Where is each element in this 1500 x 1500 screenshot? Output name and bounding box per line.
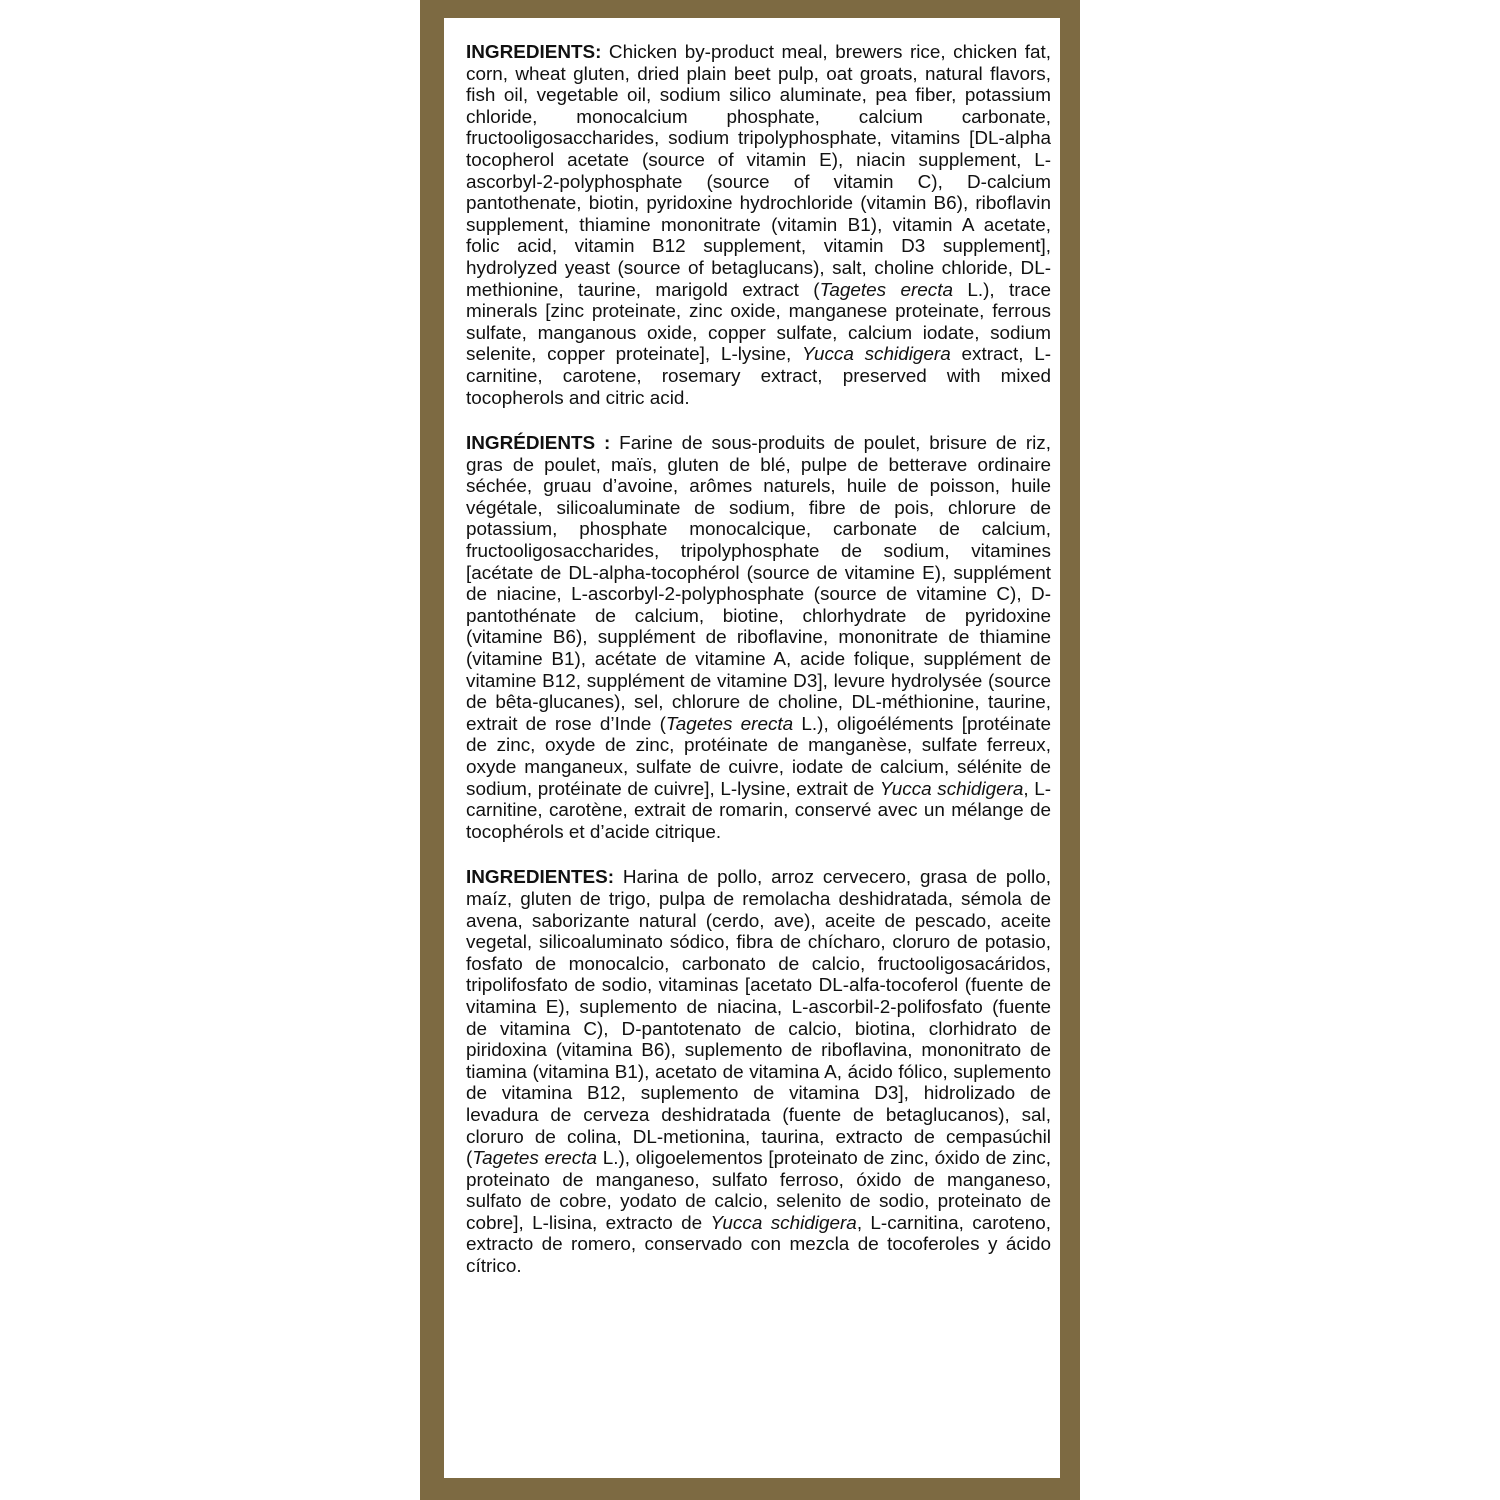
ingredients-spanish [466,867,1051,1277]
ingredients-heading-spanish: INGREDIENTES: [466,867,614,889]
scientific-name: Tagetes erecta [472,1148,598,1170]
scientific-name: Yucca schidigera [802,344,951,366]
scientific-name: Tagetes erecta [665,713,794,735]
label-panel-frame [420,0,1080,1500]
ingredients-text: L.), trace minerals [zinc proteinate, zinc oxide, manganese proteinate, ferrous sulfate, manganous oxide, copper sulfate, calcium iodate, sodium selenite, copper proteinate], L-lysine, [466,279,1052,366]
ingredients-text: , L-carnitine, carotène, extrait de romarin, conservé avec un mélange de tocophérols et d’acide citrique. [466,778,1051,843]
ingredients-text: L.), oligoéléments [protéinate de zinc, oxyde de zinc, protéinate de manganèse, sulfate ferreux, oxyde manganeux, sulfate de cuivre, iodate de calcium, sélénite de sodium, protéinate de cuivre], L-lysine, extrait de [466,713,1051,800]
ingredients-text: Farine de sous-produits de poulet, brisure de riz, gras de poulet, maïs, gluten de blé, pulpe de betterave ordinaire séchée, gruau d’avoine, arômes naturels, huile de poisson, huile végétale, silicoaluminate de sodium, fibre de pois, chlorure de potassium, phosphate monocalcique, carbonate de calcium, fructooligosaccharides, tripolyphosphate de sodium, vitamines [acétate de DL-alpha-tocophérol (source de vitamine E), supplément de niacine, L-ascorbyl-2-polyphosphate (source de vitamine C), D-pantothénate de calcium, biotine, chlorhydrate de pyridoxine (vitamine B6), supplément de riboflavine, mononitrate de thiamine (vitamine B1), acétate de vitamine A, acide folique, supplément de vitamine B12, supplément de vitamine D3], levure hydrolysée (source de bêta-glucanes), sel, chlorure de choline, DL-méthionine, taurine, extrait de rose d’Inde ( [466,433,1052,735]
scientific-name: Yucca schidigera [710,1212,857,1234]
scientific-name: Yucca schidigera [879,778,1024,800]
ingredients-text: extract, L-carnitine, carotene, rosemary extract, preserved with mixed tocopherols and citric acid. [466,344,1052,409]
ingredients-text: L.), oligoelementos [proteinato de zinc, óxido de zinc, proteinato de manganeso, sulfato ferroso, óxido de manganeso, sulfato de cobre, yodato de calcio, selenito de sodio, proteinato de cobre], L-lisina, extracto de [466,1148,1051,1234]
ingredients-heading-french: INGRÉDIENTS : [466,433,611,455]
scientific-name: Tagetes erecta [819,279,953,301]
ingredients-french [466,433,1051,843]
ingredients-text: Chicken by-product meal, brewers rice, chicken fat, corn, wheat gluten, dried plain beet pulp, oat groats, natural flavors, fish oil, vegetable oil, sodium silico aluminate, pea fiber, potassium chloride, monocalcium phosphate, calcium carbonate, fructooligosaccharides, sodium tripolyphosphate, vitamins [DL-alpha tocopherol acetate (source of vitamin E), niacin supplement, L-ascorbyl-2-polyphosphate (source of vitamin C), D-calcium pantothenate, biotin, pyridoxine hydrochloride (vitamin B6), riboflavin supplement, thiamine mononitrate (vitamin B1), vitamin A acetate, folic acid, vitamin B12 supplement, vitamin D3 supplement], hydrolyzed yeast (source of betaglucans), salt, choline chloride, DL-methionine, taurine, marigold extract ( [466,42,1051,301]
ingredients-english [466,42,1051,409]
ingredients-text: Harina de pollo, arroz cervecero, grasa de pollo, maíz, gluten de trigo, pulpa de remolacha deshidratada, sémola de avena, saborizante natural (cerdo, ave), aceite de pescado, aceite vegetal, silicoaluminato sódico, fibra de chícharo, cloruro de potasio, fosfato de monocalcio, carbonato de calcio, fructooligosacáridos, tripolifosfato de sodio, vitaminas [acetato DL-alfa-tocoferol (fuente de vitamina E), suplemento de niacina, L-ascorbil-2-polifosfato (fuente de vitamina C), D-pantotenato de calcio, biotina, clorhidrato de piridoxina (vitamina B6), suplemento de riboflavina, mononitrato de tiamina (vitamina B1), acetato de vitamina A, ácido fólico, suplemento de vitamina B12, suplemento de vitamina D3], hidrolizado de levadura de cerveza deshidratada (fuente de betaglucanos), sal, cloruro de colina, DL-metionina, taurina, extracto de cempasúchil ( [466,867,1051,1170]
ingredients-text-column [466,42,1051,1302]
ingredients-text: , L-carnitina, caroteno, extracto de romero, conservado con mezcla de tocoferoles y ácido cítrico. [466,1212,1052,1278]
ingredients-heading-english: INGREDIENTS: [466,42,602,63]
label-panel [444,18,1060,1478]
